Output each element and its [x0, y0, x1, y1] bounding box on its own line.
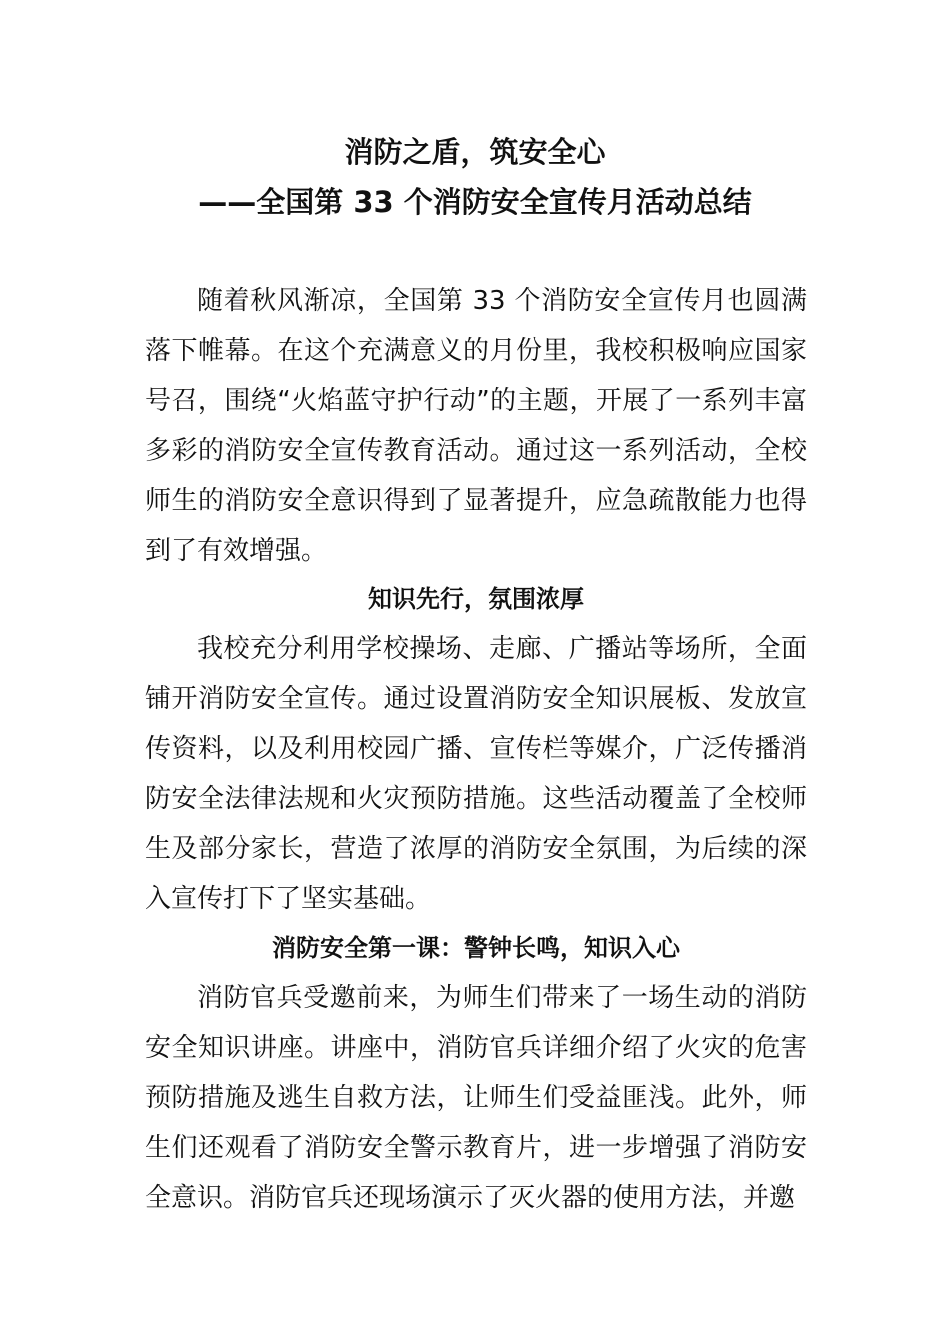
document-title: 消防之盾，筑安全心 [344, 135, 606, 169]
paragraph-text: 随着秋风渐凉，全国第 33 个消防安全宣传月也圆满落下帷幕。在这个充满意义的月份里，我校积极响应国家号召，围绕“火焰蓝守护行动”的主题，开展了一系列丰富多彩的消防安全宣传教育活动。通过这一系列活动，全校师生的消防安全意识得到了显著提升，应急疏散能力也得到了有效增强。 [145, 286, 807, 566]
paragraph-publicity [145, 624, 807, 924]
paragraph-lecture [145, 973, 807, 1223]
paragraph-intro [145, 276, 807, 576]
paragraph-text: 消防官兵受邀前来，为师生们带来了一场生动的消防安全知识讲座。讲座中，消防官兵详细介绍了火灾的危害预防措施及逃生自救方法，让师生们受益匪浅。此外，师生们还观看了消防安全警示教育片，进一步增强了消防安全意识。消防官兵还现场演示了灭火器的使用方法，并邀 [145, 983, 807, 1213]
section-heading-knowledge: 知识先行，氛围浓厚 [368, 585, 584, 613]
section-heading-first-lesson: 消防安全第一课：警钟长鸣，知识入心 [272, 934, 680, 962]
paragraph-text: 我校充分利用学校操场、走廊、广播站等场所，全面铺开消防安全宣传。通过设置消防安全知识展板、发放宣传资料，以及利用校园广播、宣传栏等媒介，广泛传播消防安全法律法规和火灾预防措施。这些活动覆盖了全校师生及部分家长，营造了浓厚的消防安全氛围，为后续的深入宣传打下了坚实基础。 [145, 634, 807, 914]
document-subtitle: ——全国第 33 个消防安全宣传月活动总结 [198, 185, 752, 219]
